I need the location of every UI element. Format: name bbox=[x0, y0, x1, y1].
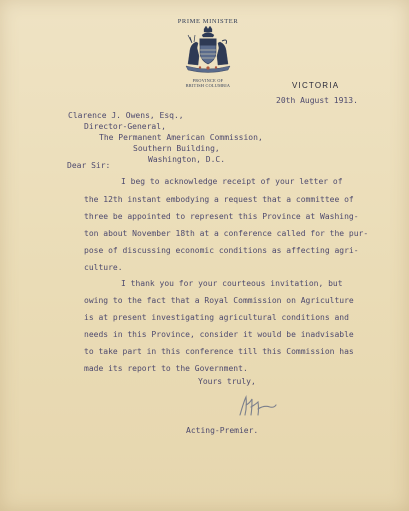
handwritten-signature bbox=[236, 393, 280, 419]
body-line: I thank you for your courteous invitation, but bbox=[121, 279, 343, 288]
body-line: owing to the fact that a Royal Commission on Agriculture bbox=[84, 296, 354, 305]
crest-caption-line-2: BRITISH COLUMBIA bbox=[185, 83, 231, 88]
body-line: pose of discussing economic conditions as affecting agri- bbox=[84, 246, 359, 255]
letterhead-crest-caption bbox=[178, 78, 238, 88]
body-line: made its report to the Government. bbox=[84, 364, 248, 373]
recipient-title: Director-General, bbox=[84, 122, 166, 131]
body-line: I beg to acknowledge receipt of your letter of bbox=[121, 177, 343, 186]
body-line: needs in this Province, consider it would be inadvisable bbox=[84, 330, 354, 339]
letterhead-city: VICTORIA bbox=[292, 81, 340, 90]
letter-date: 20th August 1913. bbox=[276, 96, 358, 105]
body-line: to take part in this conference till this Commission has bbox=[84, 347, 354, 356]
signer-title: Acting-Premier. bbox=[186, 426, 259, 435]
recipient-name: Clarence J. Owens, Esq., bbox=[68, 111, 184, 120]
body-line: the 12th instant embodying a request that a committee of bbox=[84, 195, 354, 204]
closing: Yours truly, bbox=[198, 377, 256, 386]
recipient-city: Washington, D.C. bbox=[148, 155, 226, 164]
body-line: ton about November 18th at a conference called for the pur- bbox=[84, 229, 369, 238]
recipient-building: Southern Building, bbox=[133, 144, 220, 153]
body-line: is at present investigating agricultural conditions and bbox=[84, 313, 349, 322]
letterhead-office: PRIME MINISTER bbox=[177, 18, 239, 25]
coat-of-arms-icon bbox=[178, 26, 238, 76]
crest-caption-line-1: PROVINCE OF bbox=[192, 78, 224, 83]
recipient-organization: The Permanent American Commission, bbox=[99, 133, 263, 142]
body-line: culture. bbox=[84, 263, 123, 272]
salutation: Dear Sir: bbox=[67, 161, 111, 170]
body-line: three be appointed to represent this Province at Washing- bbox=[84, 212, 359, 221]
